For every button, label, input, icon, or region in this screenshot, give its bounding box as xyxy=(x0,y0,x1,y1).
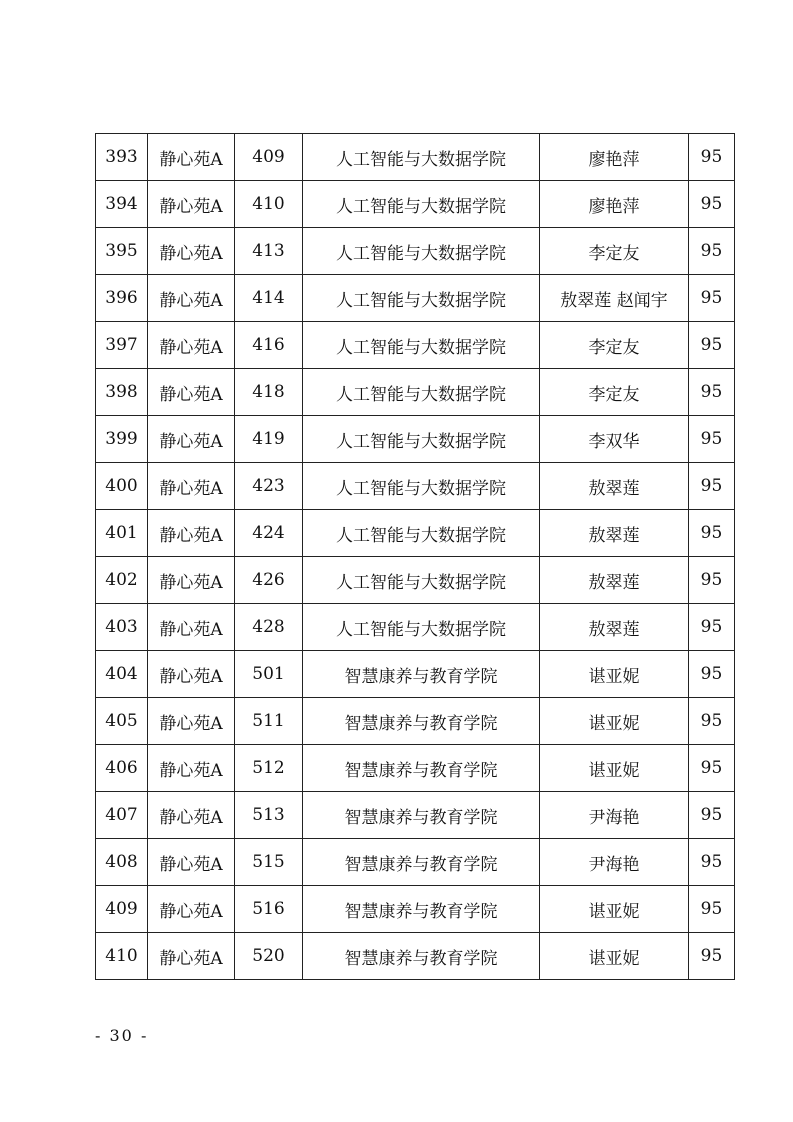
teacher-cell: 谌亚妮 xyxy=(540,698,689,745)
building-cell: 静心苑A xyxy=(148,839,235,886)
teacher-cell: 敖翠莲 xyxy=(540,604,689,651)
college-cell: 人工智能与大数据学院 xyxy=(303,134,540,181)
score-cell: 95 xyxy=(689,839,735,886)
building-cell: 静心苑A xyxy=(148,228,235,275)
college-cell: 人工智能与大数据学院 xyxy=(303,275,540,322)
college-cell: 人工智能与大数据学院 xyxy=(303,510,540,557)
table-row xyxy=(96,698,735,745)
college-cell: 人工智能与大数据学院 xyxy=(303,557,540,604)
row-number-cell: 401 xyxy=(96,510,148,557)
room-number-cell: 426 xyxy=(235,557,303,604)
teacher-cell: 廖艳萍 xyxy=(540,134,689,181)
row-number-cell: 409 xyxy=(96,886,148,933)
building-cell: 静心苑A xyxy=(148,510,235,557)
room-number-cell: 414 xyxy=(235,275,303,322)
building-cell: 静心苑A xyxy=(148,698,235,745)
teacher-cell: 谌亚妮 xyxy=(540,745,689,792)
table-row xyxy=(96,369,735,416)
building-cell: 静心苑A xyxy=(148,134,235,181)
room-number-cell: 512 xyxy=(235,745,303,792)
score-cell: 95 xyxy=(689,134,735,181)
college-cell: 人工智能与大数据学院 xyxy=(303,181,540,228)
building-cell: 静心苑A xyxy=(148,933,235,980)
college-cell: 智慧康养与教育学院 xyxy=(303,698,540,745)
teacher-cell: 李定友 xyxy=(540,369,689,416)
college-cell: 智慧康养与教育学院 xyxy=(303,651,540,698)
college-cell: 人工智能与大数据学院 xyxy=(303,228,540,275)
teacher-cell: 谌亚妮 xyxy=(540,933,689,980)
room-number-cell: 413 xyxy=(235,228,303,275)
room-number-cell: 428 xyxy=(235,604,303,651)
teacher-cell: 廖艳萍 xyxy=(540,181,689,228)
score-cell: 95 xyxy=(689,886,735,933)
teacher-cell: 敖翠莲 xyxy=(540,557,689,604)
teacher-cell: 敖翠莲 xyxy=(540,510,689,557)
score-cell: 95 xyxy=(689,369,735,416)
table-row xyxy=(96,886,735,933)
building-cell: 静心苑A xyxy=(148,557,235,604)
teacher-cell: 尹海艳 xyxy=(540,839,689,886)
college-cell: 智慧康养与教育学院 xyxy=(303,792,540,839)
score-cell: 95 xyxy=(689,933,735,980)
college-cell: 智慧康养与教育学院 xyxy=(303,933,540,980)
table-row xyxy=(96,604,735,651)
score-cell: 95 xyxy=(689,698,735,745)
room-number-cell: 419 xyxy=(235,416,303,463)
row-number-cell: 410 xyxy=(96,933,148,980)
teacher-cell: 李定友 xyxy=(540,228,689,275)
room-number-cell: 515 xyxy=(235,839,303,886)
row-number-cell: 404 xyxy=(96,651,148,698)
college-cell: 人工智能与大数据学院 xyxy=(303,604,540,651)
room-number-cell: 520 xyxy=(235,933,303,980)
score-cell: 95 xyxy=(689,181,735,228)
page-number: - 30 - xyxy=(95,1026,149,1045)
room-number-cell: 418 xyxy=(235,369,303,416)
table-row xyxy=(96,181,735,228)
table-row xyxy=(96,792,735,839)
building-cell: 静心苑A xyxy=(148,463,235,510)
college-cell: 人工智能与大数据学院 xyxy=(303,416,540,463)
table-row xyxy=(96,134,735,181)
teacher-cell: 李定友 xyxy=(540,322,689,369)
row-number-cell: 407 xyxy=(96,792,148,839)
table-row xyxy=(96,463,735,510)
row-number-cell: 402 xyxy=(96,557,148,604)
room-number-cell: 516 xyxy=(235,886,303,933)
building-cell: 静心苑A xyxy=(148,886,235,933)
row-number-cell: 395 xyxy=(96,228,148,275)
table-row xyxy=(96,416,735,463)
teacher-cell: 谌亚妮 xyxy=(540,651,689,698)
table-body xyxy=(96,134,735,980)
building-cell: 静心苑A xyxy=(148,369,235,416)
score-cell: 95 xyxy=(689,604,735,651)
room-number-cell: 416 xyxy=(235,322,303,369)
row-number-cell: 400 xyxy=(96,463,148,510)
teacher-cell: 敖翠莲 xyxy=(540,463,689,510)
row-number-cell: 408 xyxy=(96,839,148,886)
building-cell: 静心苑A xyxy=(148,181,235,228)
row-number-cell: 406 xyxy=(96,745,148,792)
dormitory-score-table xyxy=(95,133,735,980)
college-cell: 人工智能与大数据学院 xyxy=(303,369,540,416)
table-row xyxy=(96,557,735,604)
room-number-cell: 511 xyxy=(235,698,303,745)
building-cell: 静心苑A xyxy=(148,604,235,651)
teacher-cell: 敖翠莲 赵闻宇 xyxy=(540,275,689,322)
table-row xyxy=(96,228,735,275)
table-row xyxy=(96,322,735,369)
row-number-cell: 393 xyxy=(96,134,148,181)
score-cell: 95 xyxy=(689,322,735,369)
teacher-cell: 谌亚妮 xyxy=(540,886,689,933)
row-number-cell: 403 xyxy=(96,604,148,651)
building-cell: 静心苑A xyxy=(148,275,235,322)
score-cell: 95 xyxy=(689,275,735,322)
score-cell: 95 xyxy=(689,745,735,792)
table-row xyxy=(96,933,735,980)
room-number-cell: 501 xyxy=(235,651,303,698)
score-cell: 95 xyxy=(689,557,735,604)
row-number-cell: 398 xyxy=(96,369,148,416)
building-cell: 静心苑A xyxy=(148,745,235,792)
row-number-cell: 397 xyxy=(96,322,148,369)
row-number-cell: 405 xyxy=(96,698,148,745)
college-cell: 人工智能与大数据学院 xyxy=(303,463,540,510)
college-cell: 智慧康养与教育学院 xyxy=(303,745,540,792)
building-cell: 静心苑A xyxy=(148,792,235,839)
room-number-cell: 410 xyxy=(235,181,303,228)
table-row xyxy=(96,839,735,886)
college-cell: 智慧康养与教育学院 xyxy=(303,886,540,933)
room-number-cell: 424 xyxy=(235,510,303,557)
table-row xyxy=(96,275,735,322)
row-number-cell: 399 xyxy=(96,416,148,463)
row-number-cell: 396 xyxy=(96,275,148,322)
table-row xyxy=(96,510,735,557)
room-number-cell: 423 xyxy=(235,463,303,510)
table-row xyxy=(96,651,735,698)
college-cell: 人工智能与大数据学院 xyxy=(303,322,540,369)
college-cell: 智慧康养与教育学院 xyxy=(303,839,540,886)
score-cell: 95 xyxy=(689,228,735,275)
score-cell: 95 xyxy=(689,510,735,557)
score-cell: 95 xyxy=(689,792,735,839)
room-number-cell: 513 xyxy=(235,792,303,839)
room-number-cell: 409 xyxy=(235,134,303,181)
score-cell: 95 xyxy=(689,651,735,698)
score-cell: 95 xyxy=(689,416,735,463)
building-cell: 静心苑A xyxy=(148,651,235,698)
building-cell: 静心苑A xyxy=(148,322,235,369)
building-cell: 静心苑A xyxy=(148,416,235,463)
row-number-cell: 394 xyxy=(96,181,148,228)
score-cell: 95 xyxy=(689,463,735,510)
teacher-cell: 李双华 xyxy=(540,416,689,463)
teacher-cell: 尹海艳 xyxy=(540,792,689,839)
table-row xyxy=(96,745,735,792)
